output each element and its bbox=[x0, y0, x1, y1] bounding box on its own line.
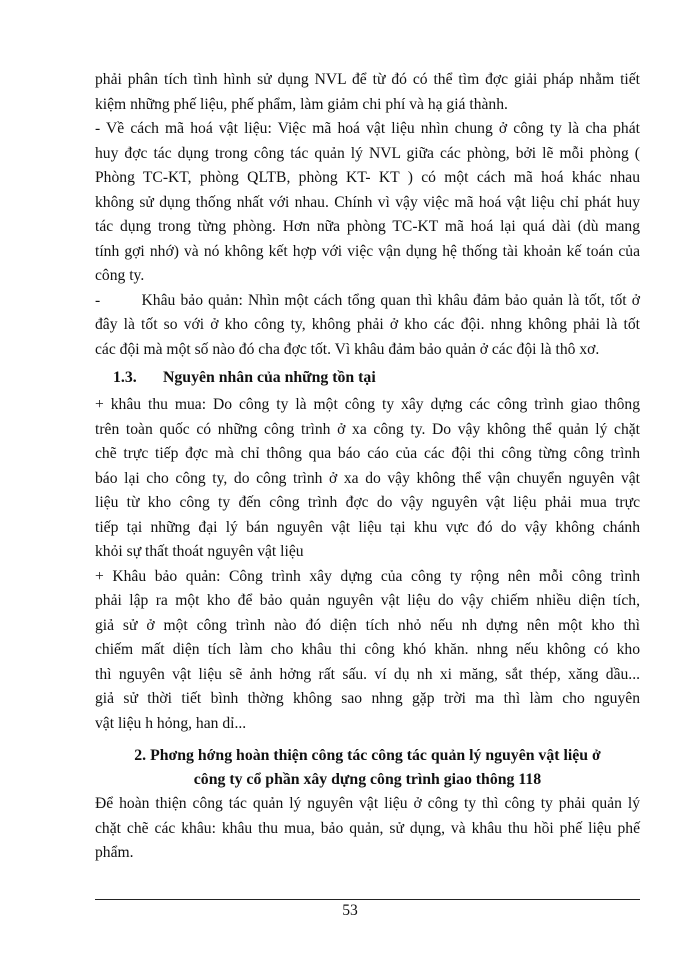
text-line: các đội mà một số nào đó cha đợc tốt. Vì khâu đảm bảo quản ở các đội là thô xơ. bbox=[95, 340, 600, 358]
text-line: + khâu thu mua: Do công ty là một công ty xây dựng các công trình giao thông bbox=[95, 396, 640, 413]
heading-title: Nguyên nhân của những tồn tại bbox=[163, 369, 376, 386]
text-line: Phòng TC-KT, phòng QLTB, phòng KT- KT ) có một cách mã hoá khác nhau bbox=[95, 169, 640, 186]
text-line: chặt chẽ các khâu: khâu thu mua, bảo quản, sử dụng, và khâu thu hồi phế liệu phế bbox=[95, 819, 640, 837]
heading-line: 2. Phơng hớng hoàn thiện công tác công tác quản lý nguyên vật liệu ở bbox=[134, 747, 601, 764]
text-line: tiếp tại những đại lý bán nguyên vật liệu tại khu vực đó do vậy không chánh bbox=[95, 518, 640, 536]
page-number: 53 bbox=[342, 902, 358, 919]
text-line: - Về cách mã hoá vật liệu: Việc mã hoá vật liệu nhìn chung ở công ty là cha phát bbox=[95, 120, 640, 137]
body-text-top bbox=[95, 68, 640, 362]
text-line: giả sử thời tiết bình thờng không sao nhng gặp trời ma thì làm cho nguyên bbox=[95, 690, 640, 707]
text-line: vật liệu h hỏng, han dỉ... bbox=[95, 714, 247, 732]
text-line: công ty. bbox=[95, 267, 145, 284]
text-line: khỏi sự thất thoát nguyên vật liệu bbox=[95, 543, 304, 560]
text-line: tính gợi nhớ) và nó không kết hợp với việc vận dụng hệ thống tài khoản kế toán của bbox=[95, 242, 640, 260]
text-line: phải phân tích tình hình sử dụng NVL để từ đó có thể tìm đợc giải pháp nhằm tiết bbox=[95, 71, 640, 88]
text-line: chẽ trực tiếp đợc mà chỉ thông qua báo cáo của các đội thi công từng công trình bbox=[95, 445, 640, 462]
footer-rule bbox=[95, 899, 640, 900]
text-line: liệu từ kho công ty đến công trình đợc do vậy nguyên vật liệu phải mua trực bbox=[95, 494, 640, 511]
text-line: không sử dụng thống nhất với nhau. Chính vì vậy việc mã hoá vật liệu chỉ phát huy bbox=[95, 193, 640, 211]
text-line: phải lập ra một kho để bảo quản nguyên vật liệu do vậy chiếm nhiều diện tích, bbox=[95, 592, 640, 609]
text-line: kiệm những phế liệu, phế phẩm, làm giảm chi phí và hạ giá thành. bbox=[95, 95, 508, 113]
heading-line: công ty cổ phần xây dựng công trình giao thông 118 bbox=[193, 771, 542, 788]
text-line: Để hoàn thiện công tác quản lý nguyên vật liệu ở công ty thì công ty phải quản lý bbox=[95, 795, 640, 812]
body-text-bottom bbox=[95, 792, 640, 866]
body-text-middle bbox=[95, 393, 640, 736]
section-heading-1-3 bbox=[113, 369, 376, 387]
text-line: thì nguyên vật liệu sẽ ảnh hởng rất sấu. ví dụ nh xi măng, sắt thép, xăng dầu... bbox=[95, 665, 640, 683]
heading-number: 1.3. bbox=[113, 369, 137, 386]
text-line: - Khâu bảo quản: Nhìn một cách tổng quan thì khâu đảm bảo quản là tốt, tốt ở bbox=[95, 291, 640, 309]
text-line: phẩm. bbox=[95, 844, 134, 861]
text-line: trên toàn quốc có những công trình ở xa công ty. Do vậy không thể quản lý chặt bbox=[95, 420, 640, 438]
text-line: đây là tốt so với ở kho công ty, không phải ở kho các đội. nhng không phải là tốt bbox=[95, 316, 640, 333]
text-line: tác dụng trong từng phòng. Hơn nữa phòng TC-KT mã hoá lại quá dài (dù mang bbox=[95, 218, 640, 235]
text-line: chiếm mất diện tích làm cho khâu thi công khó khăn. nhng nếu không có kho bbox=[95, 641, 640, 658]
text-line: báo lại cho công ty, do công trình ở xa do vậy không thể vận chuyển nguyên vật bbox=[95, 469, 640, 487]
text-line: + Khâu bảo quản: Công trình xây dựng của công ty rộng nên mỗi công trình bbox=[95, 567, 640, 585]
text-line: giả sử ở một công trình nào đó diện tích nhỏ nếu nh dựng nên một kho thì bbox=[95, 616, 640, 634]
text-line: huy đợc tác dụng trong công tác quản lý NVL giữa các phòng, bởi lẽ mỗi phòng ( bbox=[95, 144, 640, 162]
section-heading-2 bbox=[95, 744, 640, 792]
